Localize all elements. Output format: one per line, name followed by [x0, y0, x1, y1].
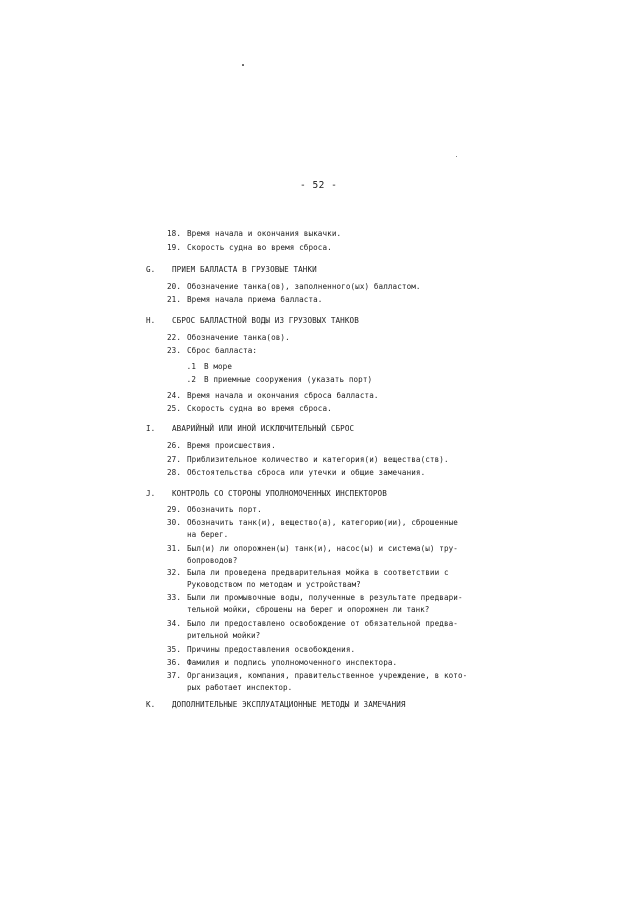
list-item [162, 455, 449, 465]
section-title: СБРОС БАЛЛАСТНОЙ ВОДЫ ИЗ ГРУЗОВЫХ ТАНКОВ [172, 316, 359, 325]
section-letter: G. [146, 265, 156, 274]
list-item [162, 441, 276, 451]
item-number: 30. [166, 518, 181, 527]
item-number: 36. [166, 658, 181, 667]
item-text: Время начала и окончания сброса балласта. [187, 391, 379, 400]
item-text: Обозначение танка(ов). [187, 333, 290, 342]
section-title: ДОПОЛНИТЕЛЬНЫЕ ЭКСПЛУАТАЦИОННЫЕ МЕТОДЫ И ЗАМЕЧАНИЯ [172, 700, 406, 709]
item-text: Время начала и окончания выкачки. [187, 229, 342, 238]
item-text: Скорость судна во время сброса. [187, 404, 332, 413]
list-item [162, 568, 449, 578]
item-text: Скорость судна во время сброса. [187, 243, 332, 252]
item-text: Было ли предоставлено освобождение от обязательной предва- [187, 619, 458, 628]
sub-item [178, 362, 232, 372]
item-text: Время происшествия. [187, 441, 276, 450]
item-number: 18. [166, 229, 181, 238]
list-item [162, 333, 290, 343]
section-title: АВАРИЙНЫЙ ИЛИ ИНОЙ ИСКЛЮЧИТЕЛЬНЫЙ СБРОС [172, 424, 355, 433]
item-text: Фамилия и подпись уполномоченного инспектора. [187, 658, 398, 667]
scan-speck [242, 64, 244, 66]
item-number: 29. [166, 505, 181, 514]
item-continuation: бопроводов? [187, 556, 238, 565]
item-number: 31. [166, 544, 181, 553]
item-text: Были ли промывочные воды, полученные в результате предвари- [187, 593, 463, 602]
list-item [162, 619, 458, 629]
item-text: Время начала приема балласта. [187, 295, 323, 304]
list-item [162, 229, 341, 239]
section-heading-g [146, 265, 317, 275]
item-continuation: рительной мойки? [187, 631, 261, 640]
item-number: 19. [166, 243, 181, 252]
sub-item-text: В приемные сооружения (указать порт) [204, 375, 373, 384]
item-number: 20. [166, 282, 181, 291]
item-number: 32. [166, 568, 181, 577]
item-number: 23. [166, 346, 181, 355]
list-item [162, 593, 463, 603]
list-item [162, 346, 257, 356]
item-text: Обстоятельства сброса или утечки и общие замечания. [187, 468, 426, 477]
sub-item-text: В море [204, 362, 233, 371]
item-text: Приблизительное количество и категория(и) вещества(ств). [187, 455, 449, 464]
list-item [162, 544, 458, 554]
sub-item-number: .2 [186, 375, 196, 384]
section-heading-k [146, 700, 406, 710]
list-item [162, 404, 332, 414]
item-text: Обозначить порт. [187, 505, 262, 514]
list-item [162, 468, 425, 478]
section-heading-j [146, 489, 387, 499]
section-heading-i [146, 424, 354, 434]
item-number: 28. [166, 468, 181, 477]
section-letter: H. [146, 316, 156, 325]
scan-speck [456, 156, 457, 157]
list-item [162, 671, 467, 681]
list-item [162, 658, 397, 668]
list-item [162, 391, 379, 401]
item-text: Причины предоставления освобождения. [187, 645, 356, 654]
item-continuation: Руководством по методам и устройствам? [187, 580, 361, 589]
item-number: 22. [166, 333, 181, 342]
item-number: 35. [166, 645, 181, 654]
item-continuation: на берег. [187, 530, 229, 539]
item-text: Организация, компания, правительственное учреждение, в кото- [187, 671, 468, 680]
item-text: Был(и) ли опорожнен(ы) танк(и), насос(ы) и система(ы) тру- [187, 544, 458, 553]
item-number: 26. [166, 441, 181, 450]
section-title: ПРИЕМ БАЛЛАСТА В ГРУЗОВЫЕ ТАНКИ [172, 265, 317, 274]
item-number: 27. [166, 455, 181, 464]
list-item [162, 518, 458, 528]
list-item [162, 505, 262, 515]
sub-item [178, 375, 372, 385]
section-letter: J. [146, 489, 156, 498]
item-number: 34. [166, 619, 181, 628]
item-number: 21. [166, 295, 181, 304]
item-continuation: тельной мойки, сброшены на берег и опорожнен ли танк? [187, 605, 430, 614]
item-text: Была ли проведена предварительная мойка в соответствии с [187, 568, 449, 577]
section-letter: K. [146, 700, 156, 709]
item-text: Обозначение танка(ов), заполненного(ых) балластом. [187, 282, 421, 291]
item-text: Сброс балласта: [187, 346, 258, 355]
item-number: 24. [166, 391, 181, 400]
list-item [162, 295, 322, 305]
section-heading-h [146, 316, 359, 326]
item-text: Обозначить танк(и), вещество(а), категорию(ии), сброшенные [187, 518, 458, 527]
section-letter: I. [146, 424, 156, 433]
item-number: 33. [166, 593, 181, 602]
sub-item-number: .1 [186, 362, 196, 371]
item-number: 25. [166, 404, 181, 413]
list-item [162, 282, 421, 292]
section-title: КОНТРОЛЬ СО СТОРОНЫ УПОЛНОМОЧЕННЫХ ИНСПЕКТОРОВ [172, 489, 387, 498]
item-number: 37. [166, 671, 181, 680]
list-item [162, 645, 355, 655]
list-item [162, 243, 332, 253]
page-number: - 52 - [300, 180, 338, 191]
item-continuation: рых работает инспектор. [187, 683, 293, 692]
